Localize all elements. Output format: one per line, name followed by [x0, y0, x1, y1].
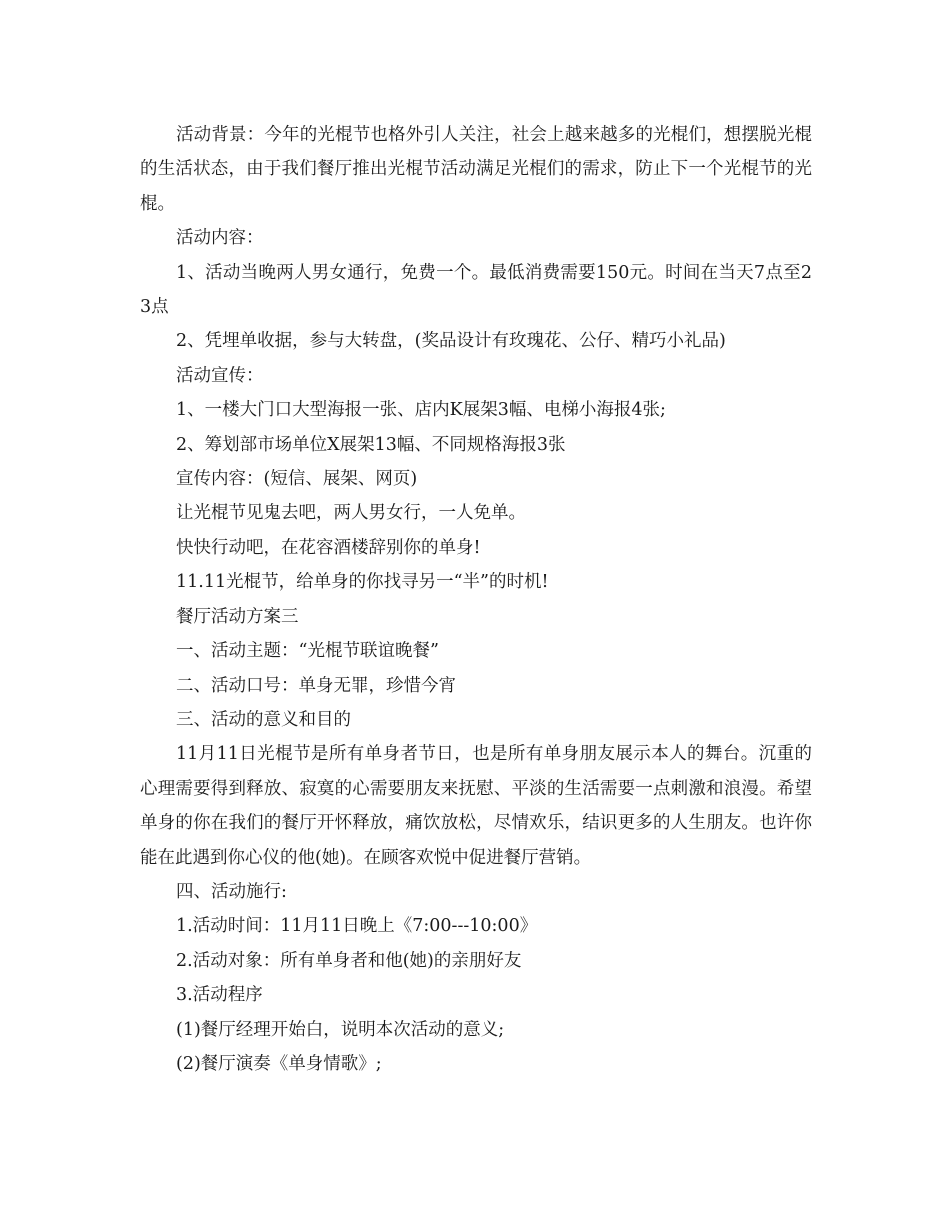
paragraph: 活动宣传：: [176, 365, 264, 386]
paragraph: 2、凭埋单收据，参与大转盘，(奖品设计有玫瑰花、公仔、精巧小礼品): [176, 331, 726, 352]
paragraph: 3.活动程序: [176, 985, 263, 1006]
paragraph: 四、活动施行:: [176, 881, 287, 902]
paragraph: 11月11日光棍节是所有单身者节日，也是所有单身朋友展示本人的舞台。沉重的心理需要得到释放、寂寞的心需要朋友来抚慰、平淡的生活需要一点刺激和浪漫。希望单身的你在我们的餐厅开怀释放，痛饮放松，尽情欢乐，结识更多的人生朋友。也许你能在此遇到你心仪的他(她)。在顾客欢悦中促进餐厅营销。: [140, 744, 812, 868]
paragraph: 1、一楼大门口大型海报一张、店内K展架3幅、电梯小海报4张;: [176, 400, 666, 421]
paragraph: 二、活动口号：单身无罪，珍惜今宵: [176, 675, 456, 696]
paragraph: 1.活动时间：11月11日晚上《7:00---10:00》: [176, 916, 538, 937]
paragraph: 11.11光棍节，给单身的你找寻另一“半”的时机!: [176, 572, 549, 593]
paragraph: 活动内容：: [176, 228, 264, 249]
paragraph: (1)餐厅经理开始白，说明本次活动的意义;: [176, 1019, 505, 1040]
paragraph: 三、活动的意义和目的: [176, 709, 351, 730]
paragraph: (2)餐厅演奏《单身情歌》;: [176, 1053, 382, 1074]
paragraph: 2.活动对象：所有单身者和他(她)的亲朋好友: [176, 950, 522, 971]
paragraph: 让光棍节见鬼去吧，两人男女行，一人免单。: [176, 503, 526, 524]
paragraph: 宣传内容：(短信、展架、网页): [176, 469, 418, 490]
paragraph: 一、活动主题：“光棍节联谊晚餐”: [176, 641, 439, 662]
paragraph: 快快行动吧，在花容酒楼辞别你的单身!: [176, 537, 481, 558]
paragraph: 餐厅活动方案三: [176, 606, 299, 627]
paragraph: 1、活动当晚两人男女通行，免费一个。最低消费需要150元。时间在当天7点至23点: [140, 262, 812, 318]
paragraph: 2、筹划部市场单位X展架13幅、不同规格海报3张: [176, 434, 566, 455]
document-body: [140, 118, 812, 1081]
paragraph: 活动背景：今年的光棍节也格外引人关注，社会上越来越多的光棍们，想摆脱光棍的生活状态，由于我们餐厅推出光棍节活动满足光棍们的需求，防止下一个光棍节的光棍。: [140, 125, 812, 214]
